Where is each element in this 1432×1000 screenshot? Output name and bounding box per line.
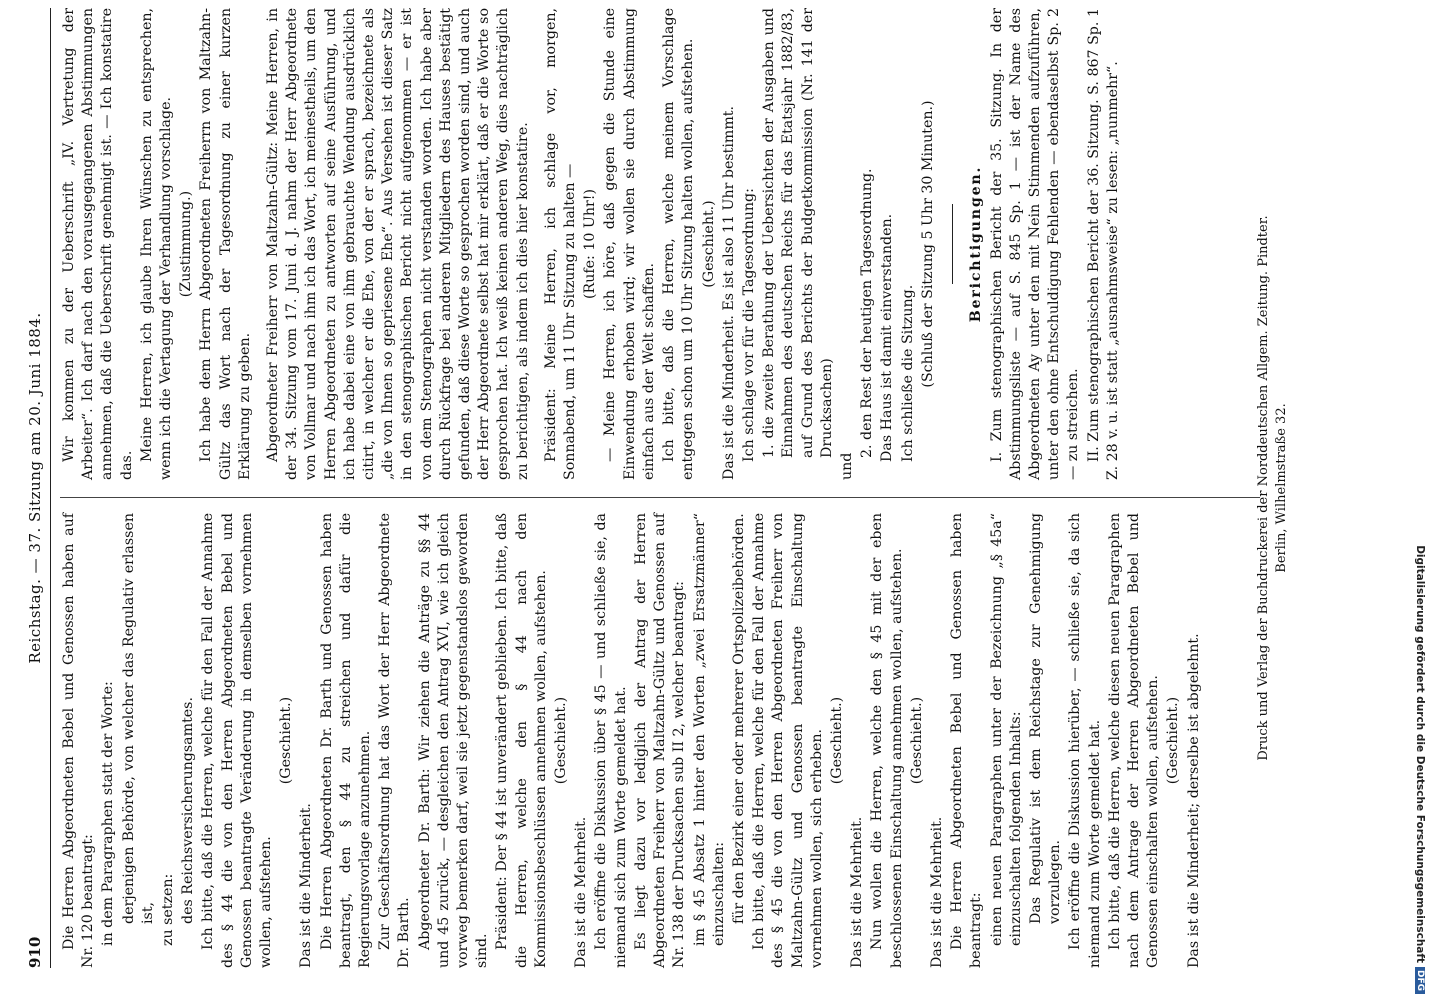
paragraph: im § 45 Absatz 1 hinter den Worten „zwei Ersatzmänner“ einzuschalten: [691,513,727,946]
imprint-line: Druck und Verlag der Buchdruckerei der Norddeutschen Allgem. Zeitung. Pindter. [1256,215,1271,761]
paragraph: Das ist die Mehrheit. [849,816,866,968]
speech: Abgeordneter Dr. Barth: Wir ziehen die Anträge zu §§ 44 und 45 zurück, — desgleichen den Antrag XVI, wie ich gleich vorweg bemerken darf, weil sie jetzt gegenstandslos geworden sind. [416,513,491,968]
left-column [60,513,1205,968]
paragraph: Ich schließe die Sitzung. [899,284,916,462]
paragraph: Ich bitte, daß die Herren, welche diesen neuen Paragraphen nach dem Antrage der Herren Abgeordneten Bebel und Genossen einschalten wollen, aufstehen. [1106,513,1162,968]
paragraph: — Meine Herren, ich höre, daß gegen die Stunde eine Einwendung erhoben wird; wir wollen sie durch Abstimmung einfach aus der Welt schaffen. [602,8,657,480]
paragraph: Die Herren Abgeordneten Dr. Barth und Genossen haben beantragt, den § 44 zu streichen und dafür die Regierungsvorlage anzunehmen. [318,513,374,968]
running-title: Reichstag. — 37. Sitzung am 20. Juni 1884. [26,312,44,664]
paragraph: des Reichsversicherungsamtes. [180,697,197,924]
paragraph: Die Herren Abgeordneten Bebel und Genossen haben beantragt: [949,513,985,968]
paragraph: Das Regulativ ist dem Reichstage zur Genehmigung vorzulegen. [1027,513,1064,924]
paragraph: (Geschieht.) [553,696,570,785]
column-divider [60,497,1260,498]
dfg-logo: DFG [1415,967,1425,994]
paragraph: (Geschieht.) [828,696,845,785]
paragraph: Wir kommen zu der Ueberschrift „IV. Vertretung der Arbeiter“. Ich darf nach den vorausgegangenen Abstimmungen annehmen, daß die Ueberschrift genehmigt ist. — Ich konstatire das. [61,8,135,480]
correction: I. Zum stenographischen Bericht der 35. Sitzung. In der Abstimmungsliste — auf S. 845 Sp. 1 — ist der Name des Abgeordneten Ay unter den mit Nein Stimmenden aufzuführen, unter den ohne Entschuldigung Fehlenden — ebendaselbst Sp. 2 — zu streichen. [988,8,1082,480]
paragraph: Das Haus ist damit einverstanden. [879,213,896,462]
paragraph: Die Herren Abgeordneten Bebel und Genossen haben auf Nr. 120 beantragt: [61,513,97,968]
paragraph: Meine Herren, ich glaube Ihren Wünschen zu entsprechen, wenn ich die Vertagung der Verhandlung vorschlage. [138,8,175,480]
imprint-line: Berlin, Wilhelmstraße 32. [1274,403,1289,573]
paragraph: (Geschieht.) [278,696,295,785]
paragraph: Das ist die Minderheit; derselbe ist abgelehnt. [1185,633,1202,968]
agenda-item: 1. die zweite Berathung der Uebersichten der Ausgaben und Einnahmen des deutschen Reichs für das Etatsjahr 1882/83, auf Grund des Berichts der Budgetkommission (Nr. 141 der Drucksachen) [761,8,835,458]
right-column [60,8,1124,480]
paragraph: (Zustimmung.) [178,190,195,298]
paragraph: Ich bitte, daß die Herren, welche für den Fall der Annahme des § 44 die von den Herren Abgeordneten Bebel und Genossen beantragte Veränderung in demselben vornehmen wollen, aufstehen. [200,513,275,968]
paragraph: Das ist die Minderheit. Es ist also 11 Uhr bestimmt. [720,105,737,480]
page-number: 910 [26,936,44,968]
paragraph: derjenigen Behörde, von welcher das Regulativ erlassen ist, [120,513,156,924]
speech: Abgeordneter Freiherr von Maltzahn-Gültz: Meine Herren, in der 34. Sitzung vom 17. Juni d. J. nahm der Herr Abgeordnete von Vollmar und nach ihm ich das Wort, ich meinestheils, um den Herren Abgeordneten zu antworten auf seine Ausführung, und ich habe dabei eine von ihm gebrauchte Wendung ausdrücklich citirt, in welcher er die Ehe, von der er sprach, bezeichnete als „die von Ihnen so gepriesene Ehe“. Aus Versehen ist dieser Satz in den stenographischen Bericht nicht aufgenommen — er ist von dem Stenographen nicht verstanden worden. Ich habe aber durch Rückfrage bei anderen Mitgliedern des Hauses bestätigt gefunden, daß diese Worte so gesprochen worden sind, und auch der Herr Abgeordnete selbst hat mir erklärt, daß er die Worte so gesprochen hat. Ich weiß keinen anderen Weg, dies nachträglich zu berichtigen, als indem ich dies hier konstatire. [265,8,531,480]
paragraph: in dem Paragraphen statt der Worte: [100,681,117,946]
funding-note [1410,4,1430,994]
paragraph: (Geschieht.) [1165,696,1182,785]
paragraph: Ich eröffne die Diskussion über § 45 — und schließe sie, da niemand sich zum Worte gemeldet hat. [593,513,629,968]
paragraph: einen neuen Paragraphen unter der Bezeichnung „§ 45a“ einzuschalten folgenden Inhalts: [988,513,1024,946]
funding-text: Digitalisierung gefördert durch die Deutsche Forschungsgemeinschaft [1414,545,1426,963]
paragraph: für den Bezirk einer oder mehrerer Ortspolizeibehörden. [730,513,747,924]
speech: Präsident: Der § 44 ist unverändert geblieben. Ich bitte, daß die Herren, welche den § 44 nach den Kommissionsbeschlüssen annehmen wollen, aufstehen. [494,513,549,968]
paragraph: Nun wollen die Herren, welche den § 45 mit der eben beschlossenen Einschaltung annehmen wollen, aufstehen. [869,513,905,968]
speech: Präsident: Meine Herren, ich schlage vor, morgen, Sonnabend, um 11 Uhr Sitzung zu halten — [542,8,579,480]
correction: II. Zum stenographischen Bericht der 36. Sitzung. S. 867 Sp. 1 Z. 28 v. u. ist statt „ausnahmsweise“ zu lesen: „nunmehr“. [1085,8,1121,480]
paragraph: Ich schlage vor für die Tagesordnung: [740,188,757,462]
scanned-page [20,8,1400,968]
paragraph: Ich habe dem Herrn Abgeordneten Freiherrn von Maltzahn-Gültz das Wort nach der Tagesordnung zu einer kurzen Erklärung zu geben. [198,8,253,480]
paragraph: Es liegt dazu vor lediglich der Antrag der Herren Abgeordneten Freiherr von Maltzahn-Gültz und Genossen auf Nr. 138 der Drucksachen sub II 2, welcher beantragt: [632,513,688,968]
imprint [1255,8,1291,968]
paragraph: Ich eröffne die Diskussion hierüber, — schließe sie, da sich niemand zum Worte gemeldet hat. [1067,513,1103,968]
paragraph: Das ist die Minderheit. [298,803,315,968]
paragraph: (Schluß der Sitzung 5 Uhr 30 Minuten.) [919,100,936,388]
paragraph: Zur Geschäftsordnung hat das Wort der Herr Abgeordnete Dr. Barth. [377,513,413,968]
paragraph: zu setzen: [160,873,177,946]
paragraph: (Geschieht.) [700,200,717,288]
section-rule [952,204,954,284]
paragraph: Ich bitte, daß die Herren, welche meinem Vorschlage entgegen schon um 10 Uhr Sitzung halten wollen, aufstehen. [661,8,697,480]
agenda-item: 2. den Rest der heutigen Tagesordnung. [859,168,876,458]
section-heading: Berichtigungen. [968,165,985,323]
paragraph: (Geschieht.) [908,696,925,785]
paragraph: Das ist die Mehrheit. [928,816,945,968]
paragraph: Das ist die Mehrheit. [573,816,590,968]
paragraph: (Rufe: 10 Uhr!) [582,189,599,299]
paragraph: Ich bitte, daß die Herren, welche für den Fall der Annahme des § 45 die von den Herren Abgeordneten Freiherr von Maltzahn-Gültz und Genossen beantragte Einschaltung vornehmen wollen, sich erheben. [751,513,825,968]
page-header [20,8,51,968]
paragraph: und [838,452,855,480]
